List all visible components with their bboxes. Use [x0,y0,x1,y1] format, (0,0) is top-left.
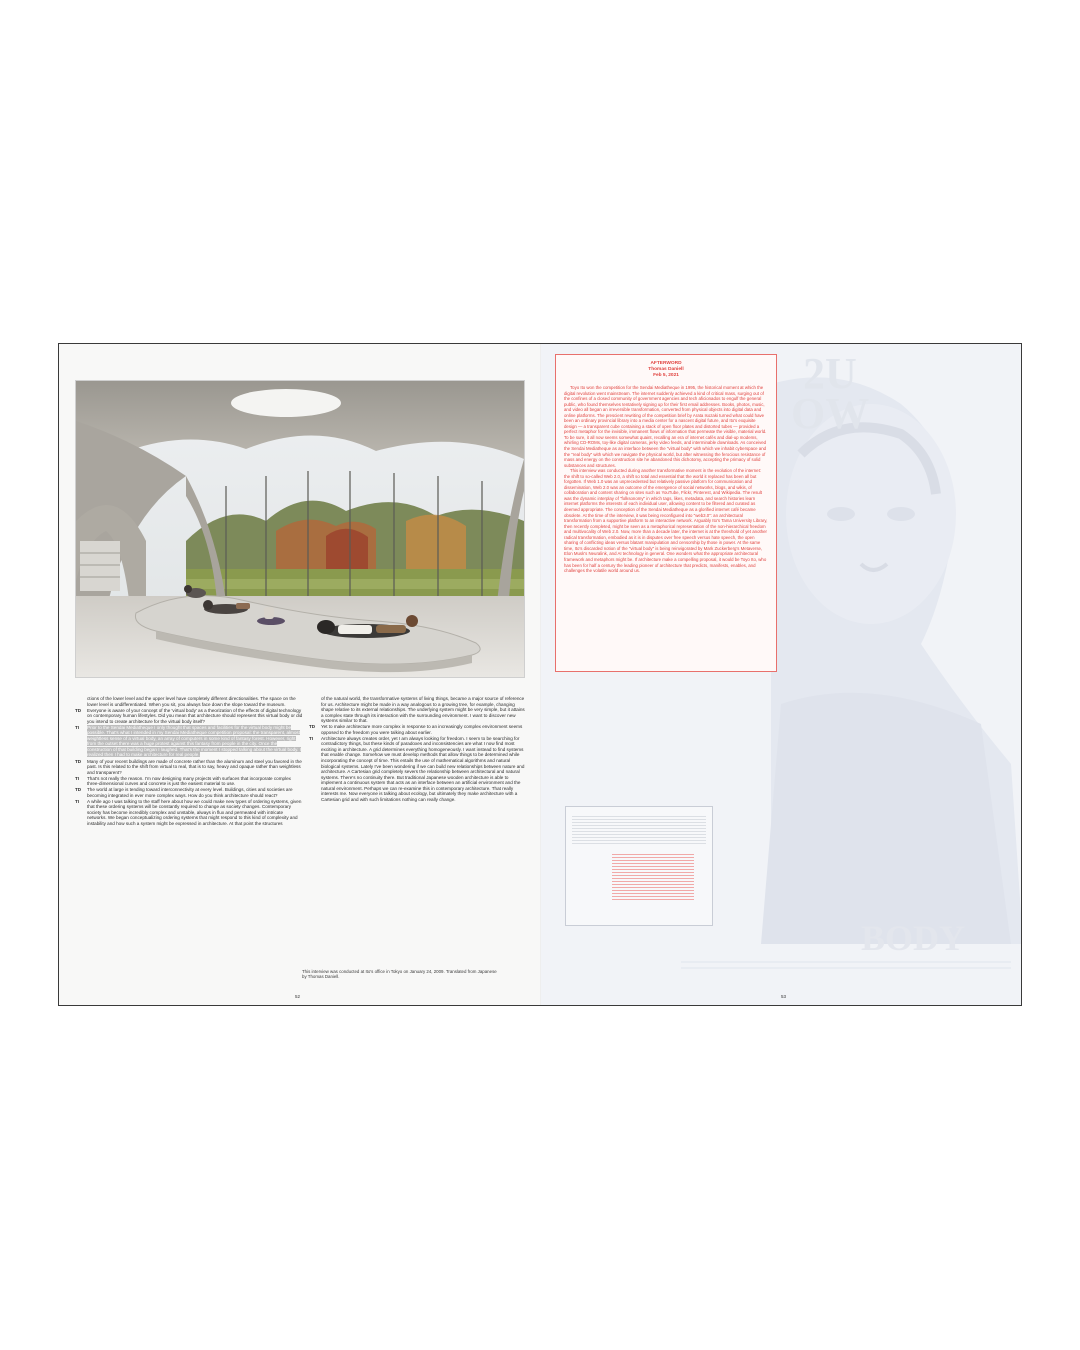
interview-paragraph: of the natural world, the transformative systems of living things, became a major source of reference for us. Architecture might be made in a way analogous to a growing tree, for example, changing shape relative to its external relationships. The underlying system might be very simple, but it attains a complex state through its interaction with the surrounding environment. I want to discover new systems similar to that. [321,696,525,724]
afterword-body [564,385,768,574]
interview-paragraph: TD Everyone is aware of your concept of the 'virtual body' as a theorization of the effects of digital technology on contemporary human lifestyles. Did you mean that architecture should represent this virtual body or did you intend to create architecture for the virtual body itself? [75,707,303,724]
interview-footnote: This interview was conducted at Ito's office in Tokyo on January 24, 2009. Translated from Japanese by Thomas Daniell. [302,969,497,980]
right-page [541,344,1022,1005]
faint-note-card [565,806,713,926]
note-card-grey-text [572,816,706,844]
interview-paragraph: ctions of the lower level and the upper level have completely different directionalities. The space on the lower level is undifferentiated. When you sit, you always face down the slope toward the museum. [87,696,296,707]
svg-text:BODY: BODY [861,918,966,958]
interview-paragraph-highlighted: TI Prior to the Sendai Mediatheque I only thought that spaces and facilities for the virtual body might be possible. That's what I intended in my Sendai Mediatheque competition proposal: the transparent, almost weightless sense of a virtual body, an array of computers in some kind of fantasy forest. However, right from the outset there was a huge protest against this fantasy from people in the city. Once the construction of that building began I laughed. That's the moment I stopped talking about the virtual body. I realized then I had to make architecture for real people. [75,724,301,758]
afterword-date: Feb 5, 2021 [653,373,679,378]
note-card-red-text [612,854,694,900]
interview-paragraph: TD The world at large is tending toward interconnectivity at every level. Buildings, cities and societies are becoming integrated in ever more complex ways. How do you think architecture should react? [75,787,293,798]
interview-column-1 [75,696,303,827]
interview-column-2 [309,696,527,803]
afterword-box [555,354,777,672]
afterword-author: Thomas Daniell [648,367,684,372]
page-number-right: 53 [781,994,787,999]
afterword-heading [564,361,768,379]
interview-paragraph: TI That's not really the reason. I'm now designing many projects with surfaces that incorporate complex three-dimensional curves and concrete is just the easiest material to use. [75,775,291,787]
afterword-paragraph: This interview was conducted during another transformative moment in the evolution of the internet: the shift to so-called Web 2.0, a shift so total and essential that the world it replaced has been all but forgotten. If Web 1.0 was an unprecedented but relatively passive platform for communication and dissemination, Web 2.0 was an outcome of the emergence of social networks, blogs, and wikis, of collaboration and content sharing on sites such as YouTube, Flickr, Pinterest, and Wikipedia. The result was the dynamic interplay of "folksonomy" in which tags, likes, metadata, and search histories learn internet platforms the interests of each individual user, allowing content to be filtered and curated as deemed appropriate. The conception of the Sendai Mediatheque as a glorified internet café became obsolete. At the time of the interview, it was being reconfigured into "web3.0": an architectural transformation from a supportive platform to an interactive network. Arguably Ito's Tama University Library, then recently completed, might be seen as a metaphorical representation of the non-hierarchical freedom and multivocality of Web 2.0. Now, more than a decade later, the internet is at the threshold of yet another radical transformation, embodied as it is in disputes over free speech versus hate speech, the open sharing of conflicting ideas versus blatant manipulation and censorship by those in power. At the same time, Ito's discarded notion of the "virtual body" is being reinvigorated by Mark Zuckerberg's Metaverse, Elon Musk's Neuralink, and AI technology in general. One wonders what the appropriate architectural framework and metaphors might be. If architecture make a compelling proposal, it would be Toyo Ito, who has been for half a century the leading pioneer of architecture that predicts, manifests, enables, and challenges the volatile world around us. [564,468,768,574]
left-page [59,344,541,1005]
page-number-left: 52 [295,994,301,999]
interview-paragraph: TD Many of your recent buildings are made of concrete rather than the aluminum and steel you favored in the past. Is this related to the shift from virtual to real, that is to say, heavy and opaque rather than weightless and transparent? [75,758,302,775]
afterword-paragraph: Toyo Ito won the competition for the Sendai Mediatheque in 1995, the historical moment at which the digital revolution went mainstream. The internet suddenly achieved a kind of critical mass, surging out of the confines of a closed community of government agencies and tech aficionados to engulf the general public, who found themselves tentatively signing up for their first email addresses. Books, photos, music, and video all began an irreversible transformation, converted from physical objects into digital data and online platforms. The prescient rewriting of the competition brief by Arata Isozaki turned what could have been an ordinary provincial library into a media center for a nascent digital future, and Ito's exquisite design — a transparent cube containing a stack of open floor plates and distorted tubes — provided a perfect metaphor for the invisible, immanent flows of information that permeate the visible, material world. To be sure, it all now seems somewhat quaint, recalling an era of internet cafés and dial-up modems, whirling CD-ROMs, toy-like digital cameras, jerky video feeds, and interminable downloads. As conceived the Sendai Mediatheque as an interface between the "virtual body" with which we inhabit cyberspace and the "real body" with which we navigate the physical world, but after witnessing the ferocious resistance of mass and energy on the construction site he abandoned this dichotomy, accepting the primacy of solid substances and structures. [564,385,767,468]
svg-text:2U: 2U [803,349,857,398]
library-interior-photo [75,380,525,678]
interview-paragraph: TI A while ago I was talking to the staff here about how we could make new types of ordering systems, given that these ordering systems will be constantly required to change as society changes. Contemporary society has become incredibly complex and unstable, always in flux and permeated with intricate networks. We began conceptualizing ordering systems that might respond to this kind of complexity and instability and how such a system might be expressed in architecture. At that point the structures [75,798,302,827]
svg-text:OW: OW [791,389,870,438]
magazine-spread [58,343,1022,1006]
interview-paragraph: TI Architecture always creates order, yet I am always looking for freedom. I seem to be searching for contradictory things, but these kinds of paradoxes and inconsistencies are what I now find most exciting in architecture. A grid determines everything homogeneously. I want instead to find systems that enable change. Somehow we must develop methods that allow things to be determined while incorporating the concept of time. This entails the use of mathematical algorithms and natural biological systems. Lately I've been wondering if we can build new relationships between nature and architecture. A Cartesian grid completely severs the relationship between architectural and natural systems. There's no continuity there. But traditional Japanese wooden architecture is able to implement a continuous system that acts as an interface between an artificial environment and the natural environment. Perhaps we can re-examine this in contemporary architecture. That really interests me. Now everyone is talking about ecology, but ultimately they make architecture with a Cartesian grid and with such limitations nothing can really change. [309,735,525,802]
afterword-title: AFTERWORD [650,361,682,366]
interview-paragraph: TD Yet to make architecture more complex in response to an increasingly complex environment seems opposed to the freedom you were talking about earlier. [309,724,523,735]
